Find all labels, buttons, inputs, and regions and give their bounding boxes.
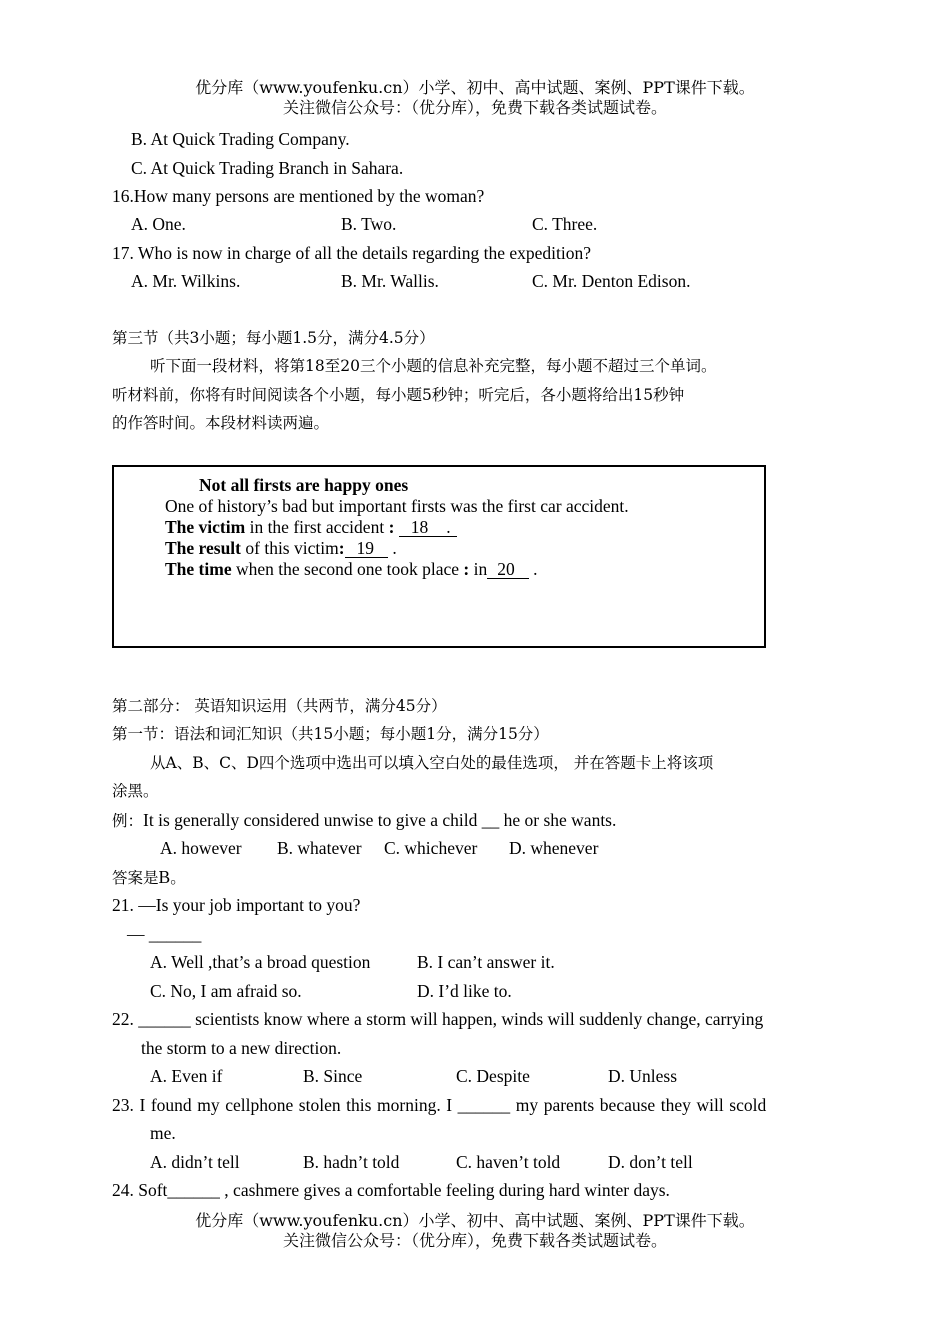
- page-footer-line-2: 关注微信公众号：（优分库），免费下载各类试题试卷。: [282, 1231, 667, 1250]
- q24-question: 24. Soft______ , cashmere gives a comfortable feeling during hard winter days.: [112, 1180, 670, 1200]
- example-option-d: D. whenever: [509, 838, 599, 858]
- time-label: The time: [165, 559, 232, 579]
- section3-title: 第三节（共3小题；每小题1.5分，满分4.5分）: [112, 329, 435, 347]
- q23-option-a: A. didn’t tell: [150, 1152, 240, 1172]
- q21-option-d: D. I’d like to.: [417, 981, 512, 1001]
- box-row-time: The time when the second one took place : in 20 .: [165, 559, 538, 579]
- example-option-b: B. whatever: [277, 838, 362, 858]
- part2-instruction-1: 从A、B、C、D四个选项中选出可以填入空白处的最佳选项， 并在答题卡上将该项: [150, 754, 714, 772]
- example-question: 例：It is generally considered unwise to give a child __ he or she wants.: [112, 810, 617, 830]
- section3-instruction-2: 听材料前，你将有时间阅读各个小题，每小题5秒钟；听完后，各小题将给出15秒钟: [112, 386, 685, 404]
- q23-question-line-2: me.: [150, 1123, 176, 1143]
- q22-option-b: B. Since: [303, 1066, 363, 1086]
- blank-18[interactable]: 18 .: [399, 518, 457, 537]
- example-option-a: A. however: [160, 838, 242, 858]
- section3-instruction-3: 的作答时间。本段材料读两遍。: [112, 414, 330, 432]
- box-title: Not all firsts are happy ones: [199, 475, 409, 495]
- q22-option-c: C. Despite: [456, 1066, 530, 1086]
- page-header-line-1: 优分库（www.youfenku.cn）小学、初中、高中试题、案例、PPT课件下载。: [195, 78, 755, 97]
- page-header-line-2: 关注微信公众号：（优分库），免费下载各类试题试卷。: [282, 98, 667, 117]
- q22-option-d: D. Unless: [608, 1066, 678, 1086]
- example-option-c: C. whichever: [384, 838, 478, 858]
- q23-option-c: C. haven’t told: [456, 1152, 561, 1172]
- part2-section1-title: 第一节：语法和词汇知识（共15小题；每小题1分，满分15分）: [112, 725, 549, 743]
- q16-question: 16.How many persons are mentioned by the woman?: [112, 186, 485, 206]
- example-label: 例：: [112, 812, 144, 830]
- box-row-result: The result of this victim: 19 .: [165, 538, 397, 558]
- blank-20[interactable]: 20: [487, 560, 529, 579]
- q22-question-line-1: 22. ______ scientists know where a storm will happen, winds will suddenly change, carrying: [112, 1009, 764, 1029]
- q16-option-a: A. One.: [131, 214, 186, 234]
- part2-title: 第二部分： 英语知识运用（共两节，满分45分）: [112, 697, 447, 715]
- part2-instruction-2: 涂黑。: [112, 782, 159, 800]
- q17-option-b: B. Mr. Wallis.: [341, 271, 439, 291]
- q21-option-c: C. No, I am afraid so.: [150, 981, 302, 1001]
- box-intro: One of history’s bad but important firsts was the first car accident.: [165, 496, 629, 516]
- q23-option-b: B. hadn’t told: [303, 1152, 400, 1172]
- q16-option-b: B. Two.: [341, 214, 397, 234]
- q23-question-line-1: 23. I found my cellphone stolen this morning. I ______ my parents because they will scold: [112, 1095, 767, 1115]
- victim-label: The victim: [165, 517, 246, 537]
- blank-19[interactable]: 19: [345, 539, 389, 558]
- q23-option-d: D. don’t tell: [608, 1152, 693, 1172]
- q17-option-c: C. Mr. Denton Edison.: [532, 271, 691, 291]
- q17-question: 17. Who is now in charge of all the details regarding the expedition?: [112, 243, 592, 263]
- result-label: The result: [165, 538, 241, 558]
- q17-option-a: A. Mr. Wilkins.: [131, 271, 241, 291]
- box-row-victim: The victim in the first accident : 18 .: [165, 516, 457, 538]
- q21-option-a: A. Well ,that’s a broad question: [150, 952, 371, 972]
- example-answer: 答案是B。: [112, 867, 186, 887]
- q15-option-b: B. At Quick Trading Company.: [131, 129, 350, 149]
- q22-question-line-2: the storm to a new direction.: [141, 1038, 342, 1058]
- q15-option-c: C. At Quick Trading Branch in Sahara.: [131, 158, 404, 178]
- section3-instruction-1: 听下面一段材料，将第18至20三个小题的信息补充完整，每小题不超过三个单词。: [150, 357, 717, 375]
- q21-option-b: B. I can’t answer it.: [417, 952, 555, 972]
- q22-option-a: A. Even if: [150, 1066, 223, 1086]
- page-footer-line-1: 优分库（www.youfenku.cn）小学、初中、高中试题、案例、PPT课件下载。: [195, 1211, 755, 1230]
- q21-reply: — ______: [127, 924, 202, 944]
- q16-option-c: C. Three.: [532, 214, 598, 234]
- q21-question: 21. —Is your job important to you?: [112, 895, 361, 915]
- example-answer-letter: B: [158, 867, 171, 887]
